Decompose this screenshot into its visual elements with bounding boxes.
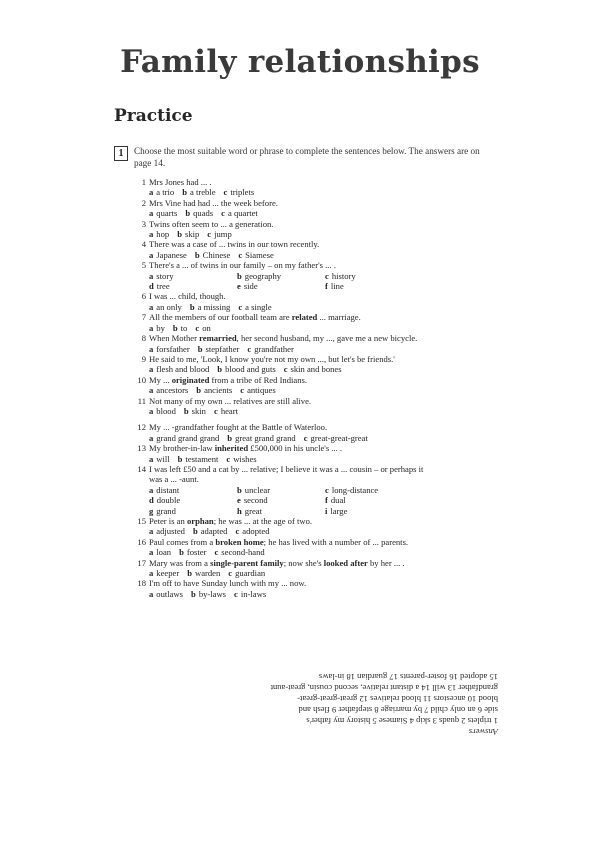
answer-option <box>177 229 199 239</box>
option-row <box>132 568 502 578</box>
question-text: ; he was ... at the age of two. <box>213 516 313 526</box>
question-keyword: looked after <box>323 557 368 568</box>
exercise-instructions: Choose the most suitable word or phrase to complete the sentences below. The answers are on page 14. <box>134 146 480 168</box>
answer-key-upside-down <box>102 665 498 737</box>
answer-option <box>149 250 187 260</box>
question-number: 5 <box>141 260 146 271</box>
answer-option <box>325 485 413 495</box>
option-letter: b <box>227 432 233 443</box>
option-letter: a <box>149 453 154 464</box>
option-text: skin and bones <box>290 364 342 375</box>
option-letter: f <box>325 495 328 506</box>
question-text: There was a case of ... twins in our town recently. <box>149 239 320 250</box>
question-item <box>132 516 502 526</box>
option-letter: a <box>149 322 154 333</box>
option-letter: b <box>191 588 196 599</box>
question-text: All the members of our football team are <box>149 312 292 323</box>
answers-heading: Answers <box>468 727 498 737</box>
answer-option <box>149 364 209 374</box>
option-letter: b <box>185 208 191 219</box>
option-letter: a <box>149 385 154 396</box>
option-text: a quartet <box>227 208 258 219</box>
option-letter: e <box>237 281 241 292</box>
question-text: I'm off to have Sunday lunch with my ... now. <box>149 578 307 589</box>
answer-option <box>224 187 255 197</box>
answer-option <box>185 208 213 218</box>
question-number: 11 <box>137 395 146 406</box>
option-letter: b <box>197 343 203 354</box>
option-row <box>132 208 502 218</box>
option-text: geography <box>244 270 282 281</box>
option-text: foster <box>186 547 207 558</box>
question-item <box>132 443 502 453</box>
option-letter: a <box>149 249 154 260</box>
option-row <box>132 485 502 495</box>
option-row <box>132 364 502 374</box>
answer-option <box>214 406 238 416</box>
question-text: Paul comes from a <box>149 536 216 547</box>
option-text: loan <box>156 547 172 558</box>
option-text: double <box>156 495 181 506</box>
option-letter: a <box>149 588 154 599</box>
answer-option <box>149 495 237 505</box>
option-text: will <box>156 453 170 464</box>
question-text: I was left £50 and a cat by ... relative; I believe it was a ... cousin – or perhaps it <box>149 463 424 474</box>
question-number: 10 <box>137 374 146 385</box>
option-letter: a <box>149 526 154 537</box>
answer-option <box>237 505 328 516</box>
answer-option <box>304 433 368 443</box>
option-letter: b <box>196 385 202 396</box>
answer-option <box>149 547 171 557</box>
question-keyword: originated <box>171 374 210 385</box>
option-text: grand <box>156 505 176 516</box>
option-letter: c <box>240 385 245 396</box>
option-text: a treble <box>189 187 216 198</box>
answer-option <box>237 281 325 291</box>
answer-option <box>238 302 271 312</box>
answer-option <box>149 271 237 281</box>
option-letter: c <box>283 364 288 375</box>
option-text: story <box>156 270 174 281</box>
answer-option <box>149 589 183 599</box>
option-letter: b <box>189 301 195 312</box>
question-item <box>132 396 502 406</box>
option-text: skip <box>184 229 200 240</box>
answer-option <box>193 526 228 536</box>
answer-option <box>217 364 275 374</box>
option-row <box>132 526 502 536</box>
answer-option <box>325 495 413 505</box>
option-row <box>132 454 502 464</box>
option-text: adapted <box>200 526 228 537</box>
question-text: I was ... child, though. <box>149 291 226 302</box>
option-row <box>132 229 502 239</box>
option-letter: h <box>237 505 242 516</box>
answer-option <box>149 281 237 291</box>
option-text: in-laws <box>240 588 267 599</box>
option-text: ancestors <box>156 385 189 396</box>
option-text: by-laws <box>198 588 227 599</box>
question-keyword: remarried <box>199 333 237 344</box>
answer-option <box>195 323 210 333</box>
answer-option <box>149 385 188 395</box>
option-text: guardian <box>235 568 266 579</box>
option-text: a trio <box>156 187 175 198</box>
answer-option <box>237 271 325 281</box>
question-item <box>132 177 502 187</box>
option-text: second-hand <box>221 547 265 558</box>
question-item <box>132 260 502 270</box>
option-text: stepfather <box>205 343 240 354</box>
question-item <box>132 354 502 364</box>
option-text: an only <box>156 301 182 312</box>
option-text: distant <box>156 484 180 495</box>
question-item <box>132 578 502 588</box>
option-text: line <box>330 281 344 292</box>
answer-option <box>325 281 413 291</box>
question-number: 1 <box>141 177 146 187</box>
option-letter: a <box>149 547 154 558</box>
question-text: from a tribe of Red Indians. <box>209 374 308 385</box>
answer-option <box>149 454 170 464</box>
option-text: Chinese <box>202 249 231 260</box>
answer-option <box>325 506 413 516</box>
option-letter: c <box>325 270 329 281</box>
option-letter: a <box>149 229 154 240</box>
answer-option <box>325 271 413 281</box>
question-number: 8 <box>141 333 146 344</box>
option-letter: a <box>149 187 154 198</box>
option-letter: c <box>234 588 238 599</box>
question-keyword: single-parent family <box>210 557 284 568</box>
option-text: testament <box>185 453 219 464</box>
question-number: 13 <box>137 443 146 454</box>
answer-line: grandfather 13 will 14 a distant relative, second cousin, great-aunt <box>270 683 498 693</box>
option-letter: a <box>149 568 154 579</box>
question-number: 12 <box>137 422 146 433</box>
option-letter: i <box>325 505 328 516</box>
option-row <box>132 271 502 281</box>
option-letter: c <box>223 187 228 198</box>
question-number: 9 <box>141 353 146 364</box>
answer-line: 15 adopted 16 foster-parents 17 guardian 18 in-laws <box>318 672 498 682</box>
answer-option <box>235 526 269 536</box>
answer-option <box>149 433 219 443</box>
answer-option <box>184 406 206 416</box>
option-text: great-great-great <box>310 432 368 443</box>
question-text: When Mother <box>149 333 200 344</box>
option-letter: c <box>238 249 243 260</box>
answer-option <box>179 547 206 557</box>
question-item <box>132 464 502 474</box>
option-text: skin <box>191 405 206 416</box>
answer-option <box>149 208 177 218</box>
option-text: Japanese <box>156 249 187 260</box>
option-text: a single <box>245 301 272 312</box>
option-row <box>132 281 502 291</box>
option-text: heart <box>220 405 238 416</box>
option-text: outlaws <box>156 588 184 599</box>
option-row <box>132 547 502 557</box>
option-text: warden <box>194 568 221 579</box>
option-text: flesh and blood <box>156 364 210 375</box>
question-number: 18 <box>137 578 146 589</box>
option-letter: c <box>221 208 225 219</box>
option-text: blood and guts <box>225 364 276 375</box>
option-row <box>132 495 502 505</box>
question-keyword: broken home <box>215 536 264 547</box>
option-letter: c <box>226 453 231 464</box>
answer-line: side 6 an only child 7 by marriage 8 stepfather 9 flesh and <box>298 705 498 715</box>
option-row <box>132 323 502 333</box>
option-row <box>132 302 502 312</box>
question-text: , her second husband, my ..., gave me a new bicycle. <box>236 333 418 344</box>
option-row <box>132 250 502 260</box>
option-letter: a <box>149 270 154 281</box>
option-letter: d <box>149 281 154 292</box>
question-item <box>132 239 502 249</box>
question-text: ... marriage. <box>317 312 361 323</box>
option-letter: c <box>325 484 329 495</box>
option-text: antiques <box>247 385 276 396</box>
option-letter: c <box>214 547 219 558</box>
question-item <box>132 312 502 322</box>
option-row <box>132 187 502 197</box>
option-text: forsfather <box>156 343 190 354</box>
option-text: keeper <box>156 568 180 579</box>
answer-option <box>221 208 258 218</box>
question-text: by her ... . <box>367 557 405 568</box>
answer-option <box>182 187 215 197</box>
question-number: 16 <box>137 536 146 547</box>
answer-line: 1 triplets 2 quads 3 skip 4 Siamese 5 history my father's <box>306 716 498 726</box>
option-text: on <box>202 322 211 333</box>
option-letter: b <box>177 453 183 464</box>
answer-option <box>198 344 240 354</box>
question-number: 3 <box>141 218 146 229</box>
option-row <box>132 506 502 516</box>
question-keyword: orphan <box>186 516 214 526</box>
answer-option <box>226 454 256 464</box>
question-text: Twins often seem to ... a generation. <box>149 218 274 229</box>
option-letter: c <box>195 322 200 333</box>
answer-option <box>237 495 325 505</box>
option-row <box>132 344 502 354</box>
answer-option <box>149 302 182 312</box>
option-letter: c <box>238 301 243 312</box>
option-letter: c <box>247 343 252 354</box>
question-item <box>132 198 502 208</box>
option-letter: f <box>325 281 328 292</box>
option-letter: b <box>237 484 242 495</box>
option-letter: c <box>303 432 308 443</box>
option-letter: b <box>182 187 187 198</box>
answer-option <box>284 364 342 374</box>
answer-option <box>190 302 231 312</box>
answer-option <box>149 485 237 495</box>
option-letter: c <box>235 526 240 537</box>
answer-option <box>247 344 293 354</box>
option-text: history <box>331 270 356 281</box>
exercise-number: 1 <box>114 146 128 161</box>
option-row <box>132 406 502 416</box>
option-text: adjusted <box>156 526 185 537</box>
answer-option <box>149 568 179 578</box>
question-item <box>132 375 502 385</box>
option-text: jump <box>214 229 232 240</box>
answer-option <box>149 506 237 516</box>
question-text: Peter is an <box>149 516 187 526</box>
answer-option <box>227 433 295 443</box>
question-keyword: inherited <box>214 443 249 454</box>
question-item <box>132 333 502 343</box>
option-letter: a <box>149 343 154 354</box>
option-text: quarts <box>156 208 178 219</box>
question-number: 2 <box>141 197 146 208</box>
answer-option <box>178 454 219 464</box>
option-text: tree <box>156 281 170 292</box>
answer-option <box>228 568 265 578</box>
question-keyword: related <box>291 312 318 323</box>
answer-option <box>191 589 226 599</box>
answer-option <box>149 526 185 536</box>
question-item <box>132 219 502 229</box>
question-number: 15 <box>137 516 146 526</box>
question-item <box>132 558 502 568</box>
answer-option <box>196 385 232 395</box>
option-letter: b <box>237 270 242 281</box>
question-text: ; now she's <box>283 557 324 568</box>
option-text: blood <box>156 405 176 416</box>
answer-option <box>149 344 190 354</box>
section-heading: Practice <box>114 106 193 126</box>
answer-option <box>149 323 165 333</box>
question-item <box>132 422 502 432</box>
question-list <box>132 177 502 599</box>
question-number: 4 <box>141 239 146 250</box>
option-text: quads <box>193 208 214 219</box>
option-letter: c <box>213 405 218 416</box>
option-letter: e <box>237 495 241 506</box>
option-letter: a <box>149 301 154 312</box>
option-letter: b <box>217 364 223 375</box>
option-text: great <box>244 505 262 516</box>
answer-option <box>214 547 264 557</box>
option-text: second <box>243 495 268 506</box>
question-text: There's a ... of twins in our family – on my father's ... . <box>149 260 336 271</box>
answer-line: blood 10 ancestors 11 blood relatives 12 great-great-great- <box>297 694 498 704</box>
option-text: unclear <box>244 484 271 495</box>
page-title: Family relationships <box>120 44 480 80</box>
option-letter: c <box>207 229 212 240</box>
answer-option <box>149 229 169 239</box>
answer-option <box>237 485 325 495</box>
option-text: triplets <box>230 187 255 198</box>
option-letter: a <box>149 484 154 495</box>
question-number: 6 <box>141 291 146 302</box>
answer-option <box>149 187 174 197</box>
option-row <box>132 433 502 443</box>
question-text: Mary was from a <box>149 557 211 568</box>
option-text: long-distance <box>331 484 379 495</box>
option-row <box>132 385 502 395</box>
question-text: My ... <box>149 374 172 385</box>
answer-option <box>187 568 220 578</box>
question-number: 7 <box>141 312 146 323</box>
question-text: My brother-in-law <box>149 443 215 454</box>
question-text: Mrs Jones had ... . <box>149 177 212 187</box>
question-text: He said to me, 'Look, I know you're not my own ..., but let's be friends.' <box>149 353 395 364</box>
option-text: grand grand grand <box>156 432 220 443</box>
option-text: Siamese <box>245 249 274 260</box>
option-letter: d <box>149 495 154 506</box>
question-continuation: was a ... -aunt. <box>149 474 199 485</box>
option-letter: a <box>149 405 154 416</box>
option-letter: a <box>149 208 154 219</box>
option-text: grandfather <box>254 343 294 354</box>
answer-option <box>195 250 230 260</box>
question-text: £500,000 in his uncle's ... . <box>248 443 343 454</box>
question-item <box>132 537 502 547</box>
option-letter: b <box>187 568 192 579</box>
answer-option <box>149 406 176 416</box>
option-text: dual <box>330 495 346 506</box>
option-letter: b <box>172 322 178 333</box>
question-number: 17 <box>137 557 146 568</box>
option-letter: g <box>149 505 154 516</box>
option-text: adopted <box>242 526 270 537</box>
option-letter: b <box>179 547 184 558</box>
question-text: ; he has lived with a number of ... parents. <box>263 536 409 547</box>
option-letter: b <box>183 405 189 416</box>
option-text: a missing <box>197 301 231 312</box>
answer-option <box>240 385 275 395</box>
option-text: great grand grand <box>235 432 296 443</box>
answer-option <box>173 323 187 333</box>
option-text: ancients <box>204 385 233 396</box>
option-text: side <box>243 281 258 292</box>
option-letter: b <box>194 249 200 260</box>
option-letter: b <box>192 526 198 537</box>
question-number: 14 <box>137 463 146 474</box>
answer-option <box>238 250 273 260</box>
option-text: wishes <box>233 453 257 464</box>
option-text: to <box>180 322 188 333</box>
answer-option <box>234 589 266 599</box>
option-text: large <box>330 505 348 516</box>
question-item <box>132 291 502 301</box>
option-letter: b <box>177 229 182 240</box>
option-text: hop <box>156 229 170 240</box>
option-row <box>132 589 502 599</box>
option-letter: c <box>228 568 233 579</box>
option-text: by <box>156 322 165 333</box>
question-text: Not many of my own ... relatives are still alive. <box>149 395 312 406</box>
option-letter: a <box>149 432 154 443</box>
question-text: My ... -grandfather fought at the Battle of Waterloo. <box>149 422 328 433</box>
answer-option <box>207 229 232 239</box>
option-letter: a <box>149 364 154 375</box>
question-text: Mrs Vine had had ... the week before. <box>149 197 278 208</box>
